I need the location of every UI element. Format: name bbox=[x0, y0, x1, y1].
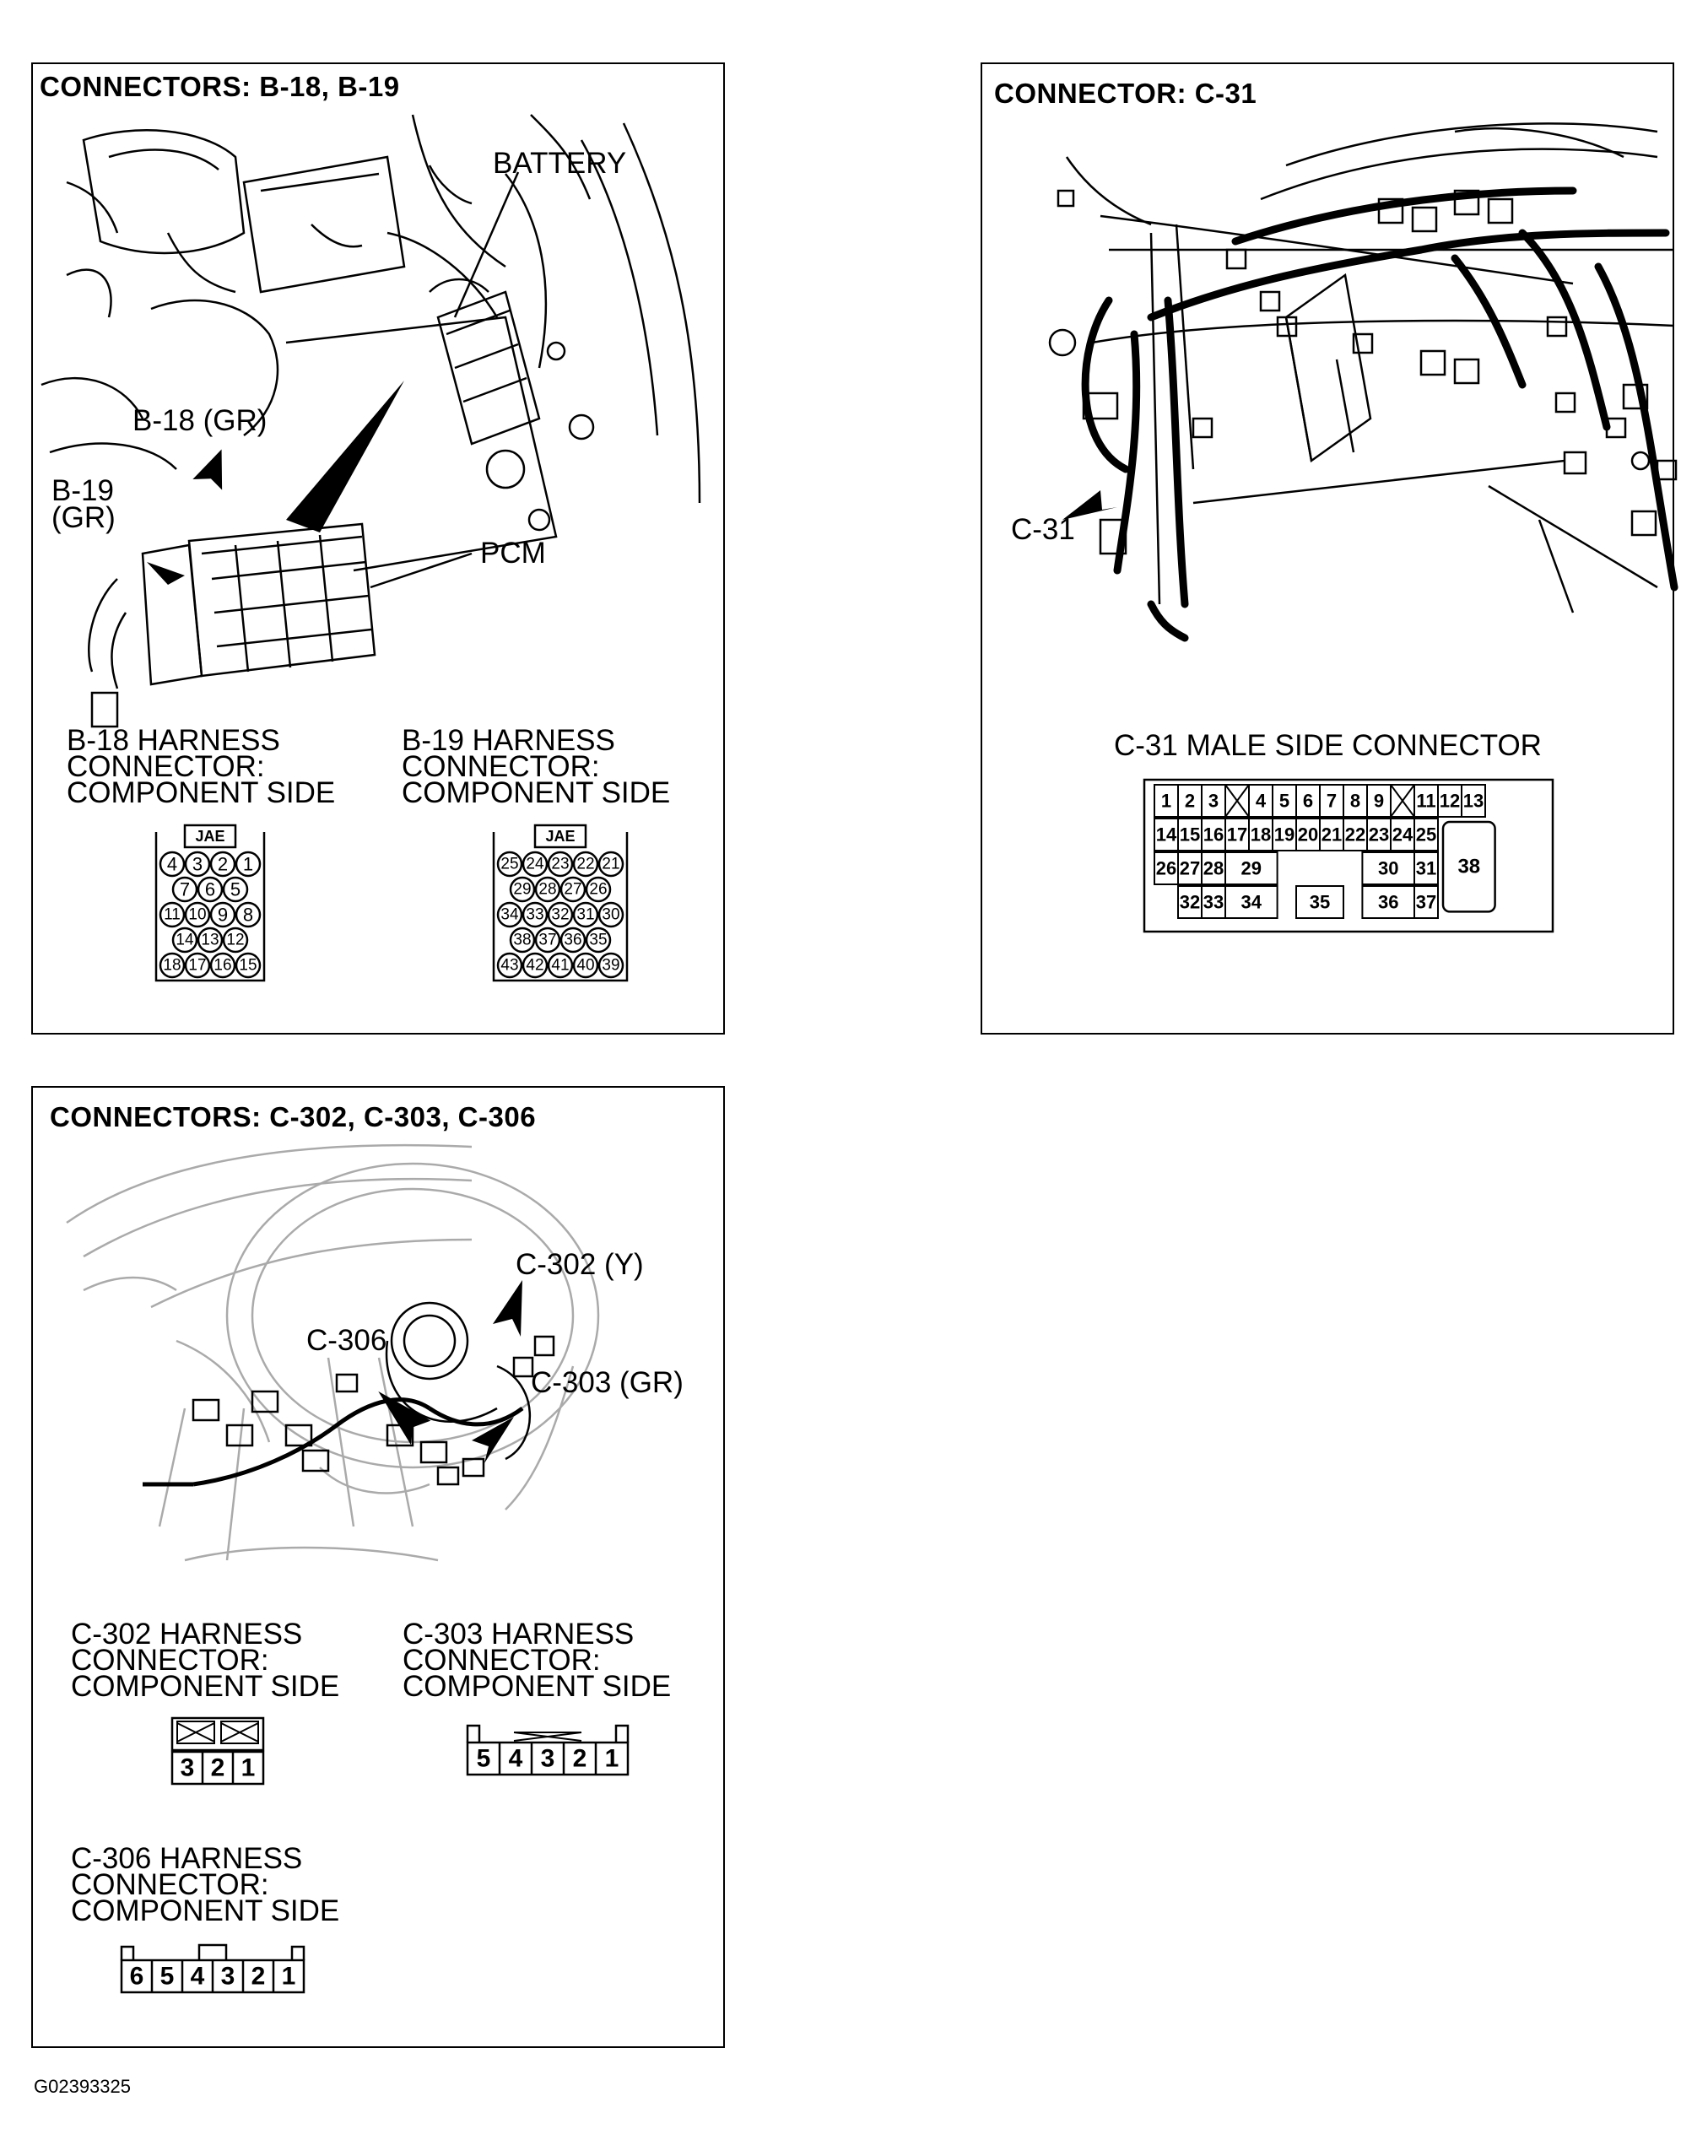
pin-number: 1 bbox=[242, 853, 254, 875]
panel-c31 bbox=[981, 62, 1674, 1035]
pin-number: 13 bbox=[1462, 790, 1484, 812]
pin-number: 23 bbox=[551, 855, 570, 873]
pin-number: 28 bbox=[1203, 857, 1224, 879]
b19-connector-face bbox=[480, 824, 683, 992]
pin-number: 37 bbox=[538, 931, 557, 949]
pin-number: 31 bbox=[1415, 857, 1437, 879]
pin-number: 35 bbox=[1309, 891, 1331, 913]
pin-number: 2 bbox=[251, 1962, 266, 1991]
pin-number: 30 bbox=[1377, 857, 1399, 879]
connector-latch bbox=[122, 1945, 304, 1960]
pin-number: 1 bbox=[604, 1744, 619, 1773]
pin-number: 21 bbox=[1321, 824, 1343, 846]
pin-number: 36 bbox=[1377, 891, 1399, 913]
pin-number: 12 bbox=[1439, 790, 1461, 812]
pin-number: 36 bbox=[564, 931, 582, 949]
pin-number: 1 bbox=[281, 1962, 296, 1991]
pin-number: 24 bbox=[1392, 824, 1413, 846]
pin-number: 33 bbox=[526, 905, 544, 924]
panel-b18-b19 bbox=[31, 62, 725, 1035]
pin-number: 3 bbox=[220, 1962, 235, 1991]
pin-number: 22 bbox=[576, 855, 595, 873]
pin-number: 8 bbox=[242, 904, 254, 926]
b19-caption: B-19 HARNESS CONNECTOR: COMPONENT SIDE bbox=[402, 724, 671, 809]
pin-number: 5 bbox=[1278, 790, 1290, 812]
pin-number: 14 bbox=[176, 931, 194, 949]
pin-number: 30 bbox=[602, 905, 620, 924]
connector-tag-label: JAE bbox=[195, 828, 225, 845]
panel-c302-c303-c306 bbox=[31, 1086, 725, 2048]
pin-number: 29 bbox=[513, 880, 532, 899]
pin-number: 7 bbox=[179, 878, 191, 900]
pin-number: 42 bbox=[526, 956, 544, 975]
c303-connector-face bbox=[459, 1722, 636, 1790]
pin-number: 2 bbox=[1184, 790, 1196, 812]
pin-number: 1 bbox=[1160, 790, 1172, 812]
pin-number: 4 bbox=[508, 1744, 523, 1773]
battery-label: BATTERY bbox=[493, 147, 627, 180]
pin-number: 6 bbox=[129, 1962, 144, 1991]
c302-caption: C-302 HARNESS CONNECTOR: COMPONENT SIDE bbox=[71, 1618, 340, 1703]
c31-caption: C-31 MALE SIDE CONNECTOR bbox=[1114, 729, 1542, 762]
pin-number: 6 bbox=[1302, 790, 1314, 812]
pin-number: 20 bbox=[1297, 824, 1319, 846]
pin-number: 12 bbox=[226, 931, 245, 949]
pin-number: 3 bbox=[540, 1744, 555, 1773]
pin-number: 18 bbox=[163, 956, 181, 975]
pin-number: 40 bbox=[576, 956, 595, 975]
c306-caption: C-306 HARNESS CONNECTOR: COMPONENT SIDE bbox=[71, 1842, 340, 1927]
pin-number: 11 bbox=[1416, 790, 1436, 812]
pin-number: 28 bbox=[538, 880, 557, 899]
pin-number: 29 bbox=[1240, 857, 1262, 879]
pin-number: 32 bbox=[1179, 891, 1201, 913]
pin-number: 17 bbox=[1226, 824, 1248, 846]
pin-number: 19 bbox=[1273, 824, 1295, 846]
pin-number: 6 bbox=[204, 878, 216, 900]
pin-number: 15 bbox=[1179, 824, 1201, 846]
pin-number: 27 bbox=[1179, 857, 1201, 879]
pin-number: 2 bbox=[572, 1744, 587, 1773]
pin-number: 34 bbox=[500, 905, 519, 924]
b18-label: B-18 (GR) bbox=[132, 404, 268, 437]
pin-number: 32 bbox=[551, 905, 570, 924]
pin-number: 5 bbox=[476, 1744, 491, 1773]
pin-number: 2 bbox=[210, 1753, 225, 1782]
panel-title: CONNECTORS: C-302, C-303, C-306 bbox=[50, 1101, 537, 1132]
pin-number: 35 bbox=[589, 931, 608, 949]
pin-number: 15 bbox=[239, 956, 257, 975]
pin-number: 17 bbox=[188, 956, 207, 975]
pin-number: 22 bbox=[1344, 824, 1366, 846]
dashboard-harness-illustration bbox=[982, 64, 1676, 655]
pin-number: 38 bbox=[513, 931, 532, 949]
pin-number: 33 bbox=[1203, 891, 1224, 913]
panel-title: CONNECTOR: C-31 bbox=[994, 78, 1257, 109]
pin-number: 13 bbox=[201, 931, 219, 949]
pin-number: 9 bbox=[1373, 790, 1385, 812]
pin-number: 5 bbox=[230, 878, 241, 900]
pin-number: 8 bbox=[1349, 790, 1361, 812]
pin-number: 3 bbox=[180, 1753, 195, 1782]
c303-caption: C-303 HARNESS CONNECTOR: COMPONENT SIDE bbox=[403, 1618, 672, 1703]
pin-number: 4 bbox=[166, 853, 178, 875]
pin-number: 5 bbox=[159, 1962, 175, 1991]
c306-label: C-306 bbox=[306, 1324, 387, 1357]
b19-label-line2: (GR) bbox=[51, 501, 116, 534]
pin-number: 24 bbox=[526, 855, 544, 873]
pin-number: 25 bbox=[1415, 824, 1437, 846]
pin-number: 2 bbox=[217, 853, 229, 875]
connector-tag-label: JAE bbox=[545, 828, 576, 845]
pin-number: 16 bbox=[1203, 824, 1224, 846]
pin-number: 41 bbox=[551, 956, 570, 975]
pin-number: 37 bbox=[1415, 891, 1437, 913]
pin-number: 39 bbox=[602, 956, 620, 975]
pin-number: 9 bbox=[217, 904, 229, 926]
pin-number: 3 bbox=[192, 853, 203, 875]
pin-number: 4 bbox=[190, 1962, 205, 1991]
pin-number: 27 bbox=[564, 880, 582, 899]
pin-number: 1 bbox=[241, 1753, 256, 1782]
c302-connector-face bbox=[164, 1716, 273, 1792]
pin-number: 23 bbox=[1368, 824, 1390, 846]
c303-label: C-303 (GR) bbox=[531, 1366, 684, 1399]
pin-number: 11 bbox=[164, 905, 181, 924]
pin-number: 10 bbox=[188, 905, 207, 924]
c31-label: C-31 bbox=[1011, 513, 1075, 546]
b18-connector-face bbox=[143, 824, 311, 992]
pcm-label: PCM bbox=[480, 537, 546, 570]
figure-code: G02393325 bbox=[34, 2076, 131, 2097]
pin-number: 25 bbox=[500, 855, 519, 873]
pin-number: 34 bbox=[1240, 891, 1262, 913]
connector-upper-row bbox=[172, 1718, 263, 1750]
pin-number: 3 bbox=[1208, 790, 1219, 812]
pin-number: 18 bbox=[1250, 824, 1272, 846]
c302-label: C-302 (Y) bbox=[516, 1248, 644, 1281]
pin-number: 16 bbox=[214, 956, 232, 975]
b19-label-line1: B-19 bbox=[51, 474, 114, 507]
panel-title: CONNECTORS: B-18, B-19 bbox=[40, 71, 400, 102]
pin-number: 31 bbox=[576, 905, 595, 924]
pin-number: 4 bbox=[1255, 790, 1267, 812]
pin-number: 21 bbox=[602, 855, 620, 873]
c306-connector-face bbox=[113, 1940, 316, 2007]
connector-key bbox=[514, 1732, 581, 1741]
pin-number: 43 bbox=[500, 956, 519, 975]
b18-caption: B-18 HARNESS CONNECTOR: COMPONENT SIDE bbox=[67, 724, 336, 809]
pin-number: 14 bbox=[1155, 824, 1177, 846]
connector-latch bbox=[468, 1726, 628, 1743]
pin-number: 26 bbox=[1155, 857, 1177, 879]
pin-number: 26 bbox=[589, 880, 608, 899]
pin-number: 38 bbox=[1457, 855, 1481, 878]
pin-number: 7 bbox=[1326, 790, 1338, 812]
c31-connector-face bbox=[1143, 778, 1556, 938]
